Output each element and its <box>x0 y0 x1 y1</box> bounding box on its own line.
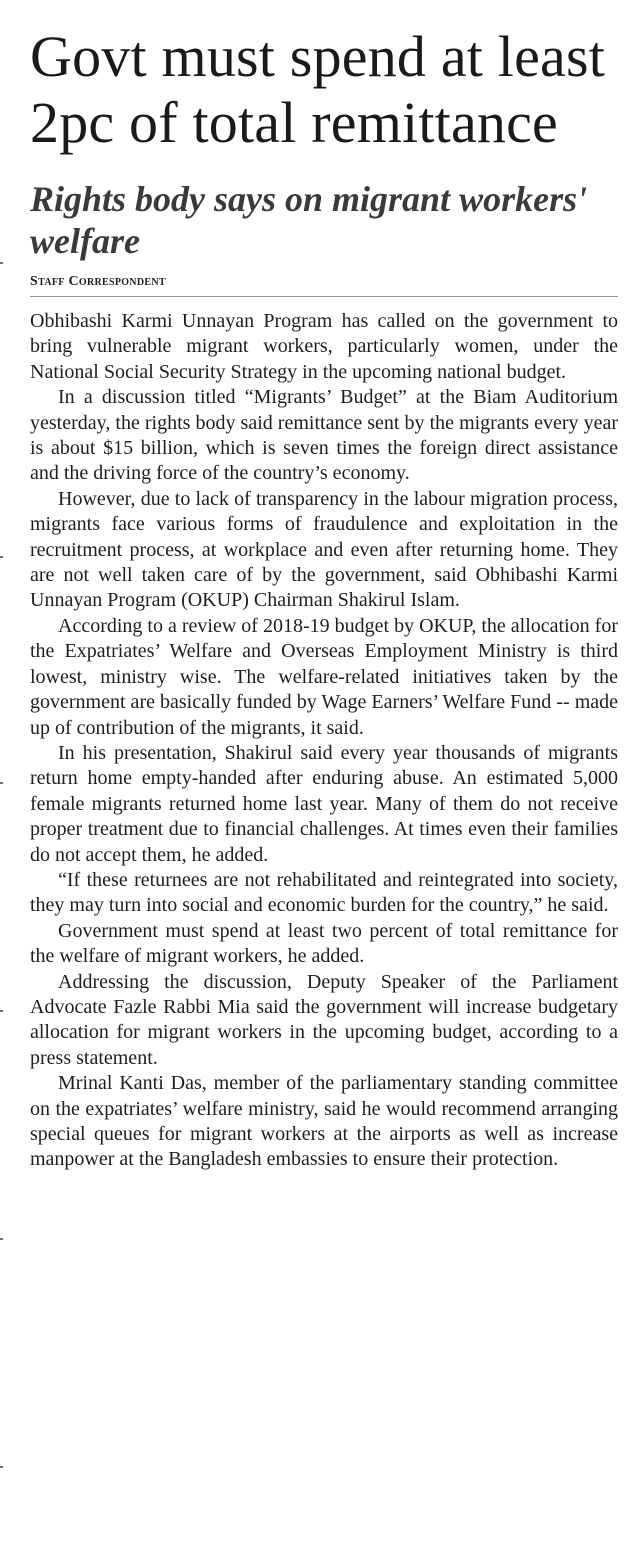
paragraph: In his presentation, Shakirul said every year thousands of migrants return home empty-handed after enduring abuse. An estimated 5,000 female migrants returned home last year. Many of them do not receive proper treatment due to financial challenges. At times even their families do not accept them, he added. <box>30 741 618 866</box>
paragraph: According to a review of 2018-19 budget by OKUP, the allocation for the Expatriates’ Welfare and Overseas Employment Ministry is third lowest, ministry wise. The welfare-related initiatives taken by the government are basically funded by Wage Earners’ Welfare Fund -- made up of contribution of the migrants, it said. <box>30 614 618 739</box>
paragraph: Government must spend at least two percent of total remittance for the welfare of migrant workers, he added. <box>30 919 618 968</box>
paragraph: Obhibashi Karmi Unnayan Program has called on the government to bring vulnerable migrant workers, particularly women, under the National Social Security Strategy in the upcoming national budget. <box>30 310 618 383</box>
headline: Govt must spend at least 2pc of total remittance <box>30 24 606 155</box>
byline: Staff Correspondent <box>30 274 618 297</box>
paragraph: In a discussion titled “Migrants’ Budget” at the Biam Auditorium yesterday, the rights body said remittance sent by the migrants every year is about $15 billion, which is seven times the foreign direct assistance and the driving force of the country’s economy. <box>30 386 618 485</box>
paragraph: Addressing the discussion, Deputy Speaker of the Parliament Advocate Fazle Rabbi Mia said the government will increase budgetary allocation for migrant workers in the upcoming budget, according to a press statement. <box>30 970 618 1069</box>
paragraph: Mrinal Kanti Das, member of the parliamentary standing committee on the expatriates’ welfare ministry, said he would recommend arranging special queues for migrant workers at the airports as well as increase manpower at the Bangladesh embassies to ensure their protection. <box>30 1072 618 1171</box>
page-edge-marks <box>0 0 4 1559</box>
paragraph: However, due to lack of transparency in the labour migration process, migrants face various forms of fraudulence and exploitation in the recruitment process, at workplace and even after returning home. They are not well taken care of by the government, said Obhibashi Karmi Unnayan Program (OKUP) Chairman Shakirul Islam. <box>30 487 618 612</box>
paragraph: “If these returnees are not rehabilitated and reintegrated into society, they may turn into social and economic burden for the country,” he said. <box>30 868 618 917</box>
subheadline: Rights body says on migrant workers' welfare <box>30 179 588 261</box>
news-article <box>30 24 618 1173</box>
article-body <box>30 309 618 1173</box>
